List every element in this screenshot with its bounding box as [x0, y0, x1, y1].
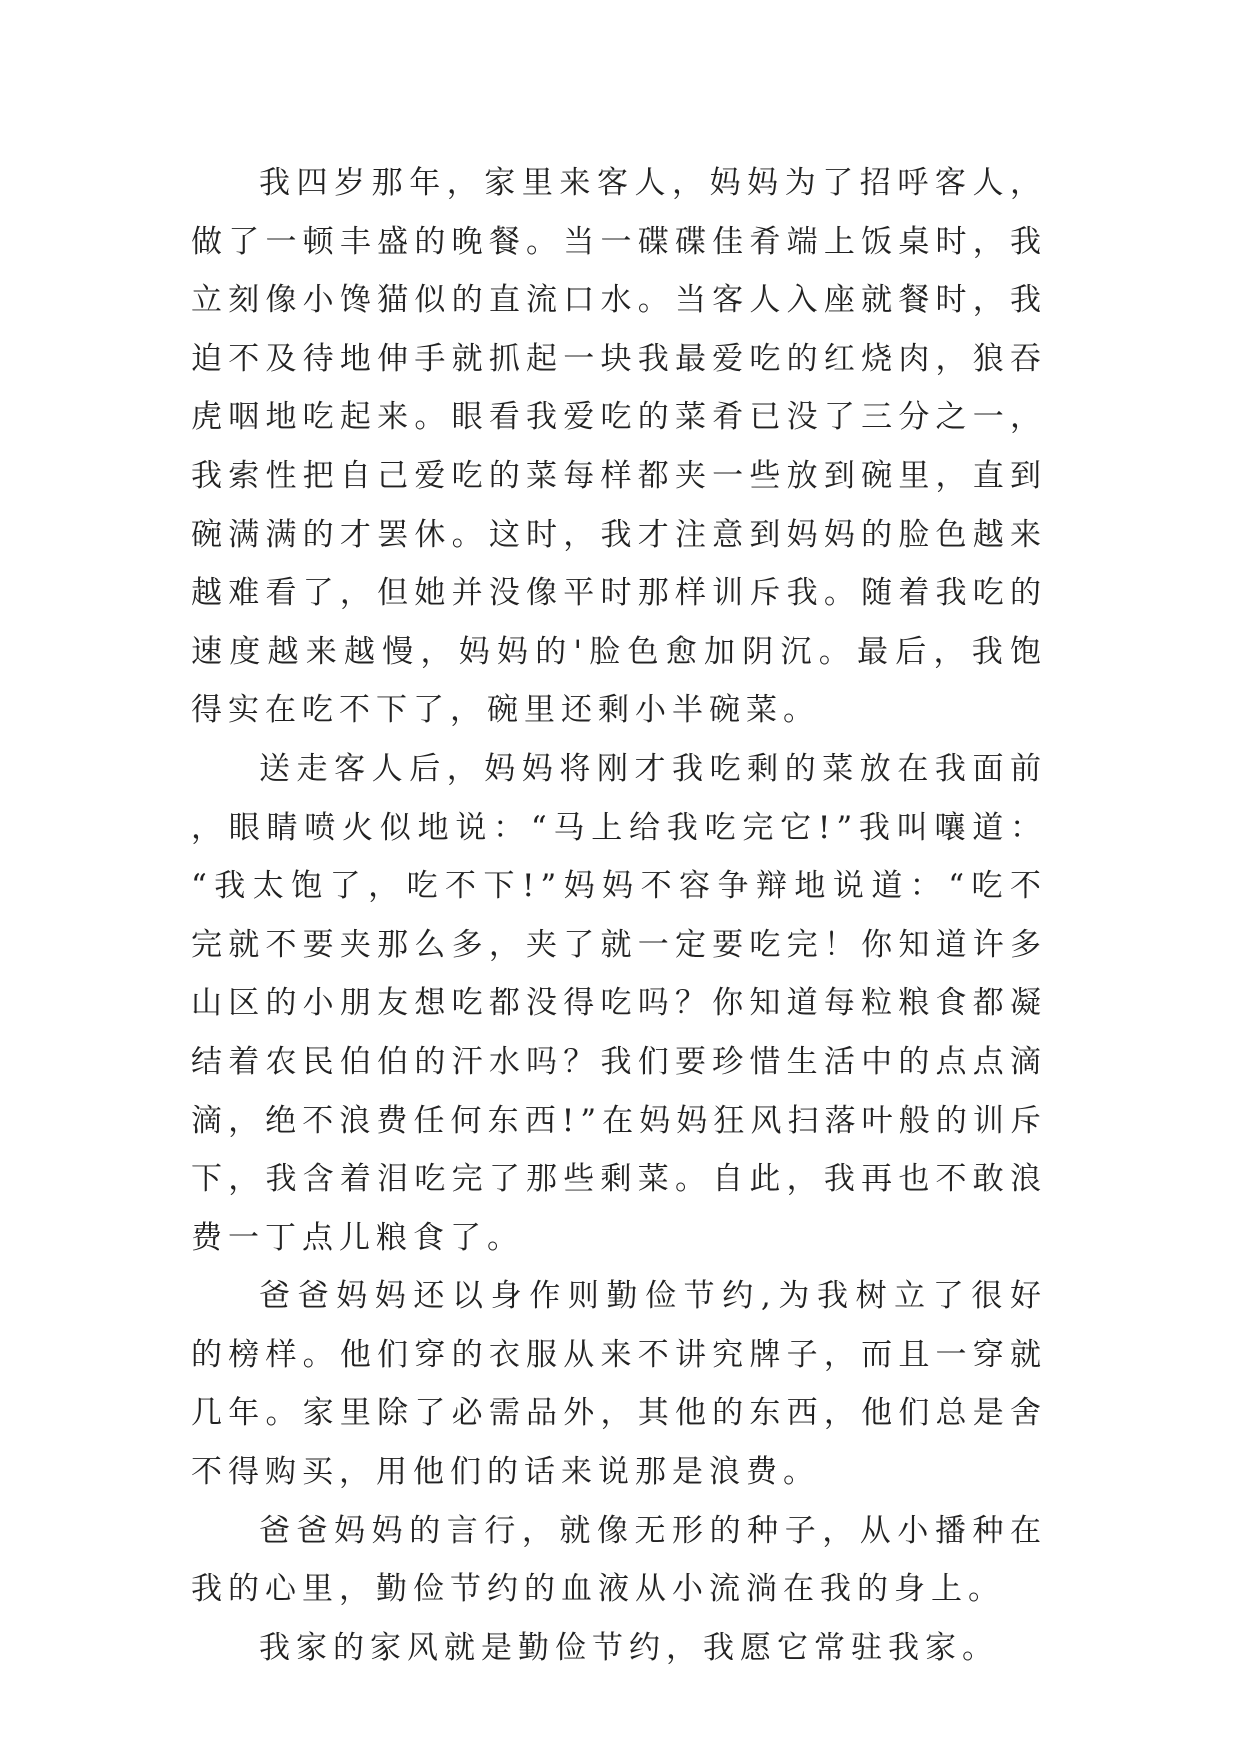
paragraph-2: 送走客人后，妈妈将刚才我吃剩的菜放在我面前，眼睛喷火似地说：“马上给我吃完它!”我叫嚷道：“我太饱了，吃不下!”妈妈不容争辩地说道：“吃不完就不要夹那么多，夹了就一定要吃完！你知道许多山区的小朋友想吃都没得吃吗？你知道每粒粮食都凝结着农民伯伯的汗水吗？我们要珍惜生活中的点点滴滴，绝不浪费任何东西!”在妈妈狂风扫落叶般的训斥下，我含着泪吃完了那些剩菜。自此，我再也不敢浪费一丁点儿粮食了。 — [191, 750, 1047, 1256]
paragraph-1: 我四岁那年，家里来客人，妈妈为了招呼客人，做了一顿丰盛的晚餐。当一碟碟佳肴端上饭桌时，我立刻像小馋猫似的直流口水。当客人入座就餐时，我迫不及待地伸手就抓起一块我最爱吃的红烧肉，狼吞虎咽地吃起来。眼看我爱吃的菜肴已没了三分之一，我索性把自己爱吃的菜每样都夹一些放到碗里，直到碗满满的才罢休。这时，我才注意到妈妈的脸色越来越难看了，但她并没像平时那样训斥我。随着我吃的速度越来越慢，妈妈的'脸色愈加阴沉。最后，我饱得实在吃不下了，碗里还剩小半碗菜。 — [191, 165, 1047, 729]
paragraph-3: 爸爸妈妈还以身作则勤俭节约,为我树立了很好的榜样。他们穿的衣服从来不讲究牌子，而且一穿就几年。家里除了必需品外，其他的东西，他们总是舍不得购买，用他们的话来说那是浪费。 — [191, 1278, 1047, 1491]
paragraph-4: 爸爸妈妈的言行，就像无形的种子，从小播种在我的心里，勤俭节约的血液从小流淌在我的身上。 — [191, 1512, 1047, 1608]
paragraph-5: 我家的家风就是勤俭节约，我愿它常驻我家。 — [259, 1629, 999, 1666]
essay-body — [191, 154, 1047, 1677]
